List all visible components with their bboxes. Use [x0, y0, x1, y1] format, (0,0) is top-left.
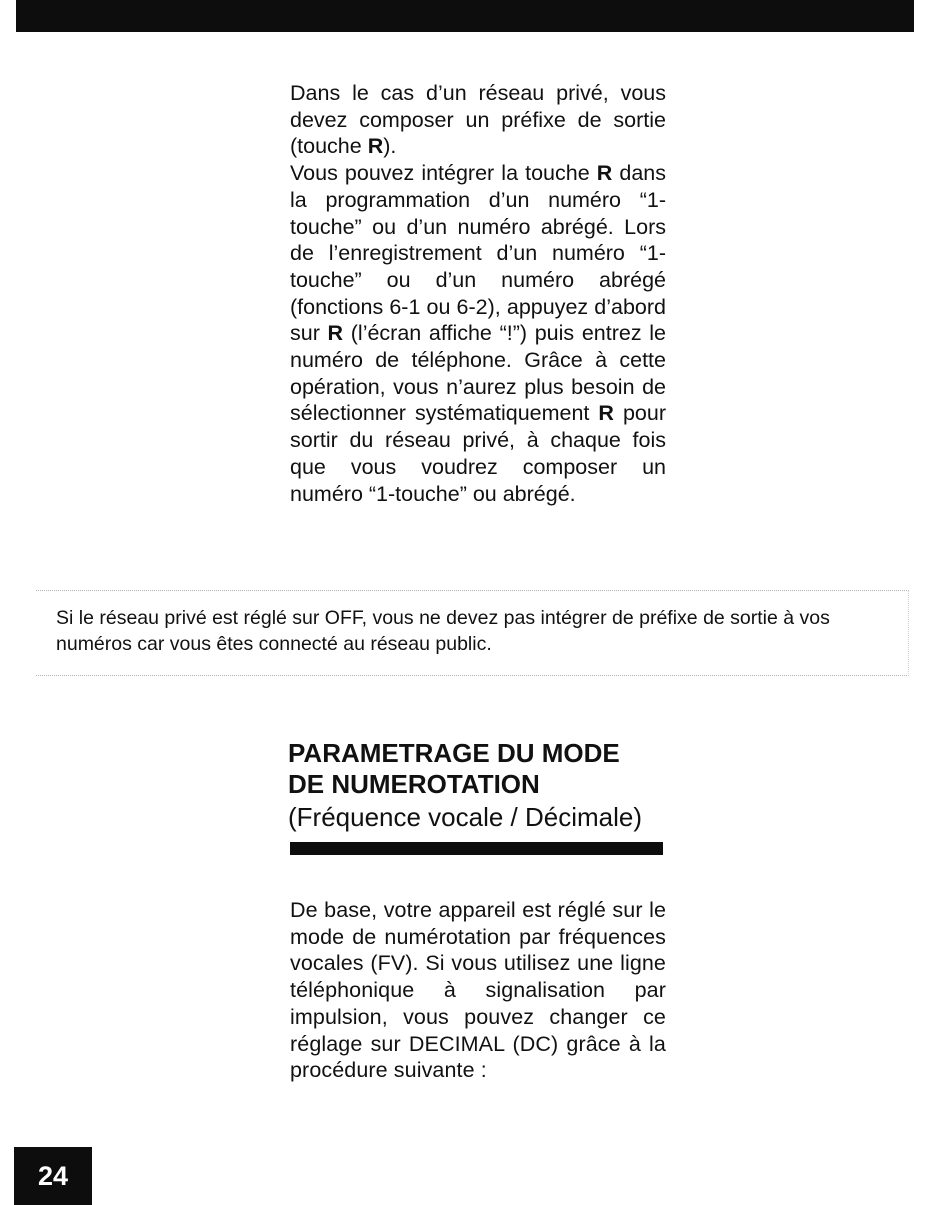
intro-paragraph-2: [290, 160, 666, 507]
title-underline-bar: [290, 842, 663, 855]
intro-paragraph-1: [290, 80, 666, 160]
intro-p2-text-b: dans la programmation d’un numéro “1-touche” ou d’un numéro abrégé. Lors de l’enregistrement d’un numéro “1-touche” ou d’un numéro abrégé (fonctions 6-1 ou 6-2), appuyez d’abord sur: [290, 161, 666, 346]
intro-p2-text-c: (l’écran affiche “!”) puis entrez le numéro de téléphone. Grâce à cette opération, vous n’aurez plus besoin de sélectionner systématiquement: [290, 321, 666, 426]
page-number-badge: [14, 1147, 92, 1205]
section-title: [288, 738, 708, 800]
intro-p2-text-d: pour sortir du réseau privé, à chaque fois que vous voudrez composer un numéro “1-touche” ou abrégé.: [290, 401, 666, 506]
intro-p1-end: ).: [383, 134, 397, 159]
r-key-label: R: [598, 401, 614, 426]
intro-p2-text-a: Vous pouvez intégrer la touche: [290, 161, 597, 186]
intro-p1-text: Dans le cas d’un réseau privé, vous devez composer un préfixe de sortie (touche: [290, 81, 666, 159]
r-key-label: R: [367, 134, 384, 159]
section-body: [290, 897, 666, 1084]
r-key-label: R: [596, 161, 613, 186]
section-title-line-2: DE NUMEROTATION: [288, 769, 540, 799]
r-key-label: R: [327, 321, 344, 346]
section-title-line-1: PARAMETRAGE DU MODE: [288, 738, 620, 768]
section-body-paragraph: De base, votre appareil est réglé sur le mode de numérotation par fréquences vocales (FV). Si vous utilisez une ligne téléphonique à signalisation par impulsion, vous pouvez changer ce réglage sur DECIMAL (DC) grâce à la procédure suivante :: [290, 898, 666, 1083]
section-subtitle: (Fréquence vocale / Décimale): [288, 802, 643, 832]
page-number: 24: [37, 1160, 69, 1191]
header-bar: [16, 0, 914, 32]
intro-text: [290, 80, 666, 507]
note-text: Si le réseau privé est réglé sur OFF, vous ne devez pas intégrer de préfixe de sortie à vos numéros car vous êtes connecté au réseau public.: [56, 607, 830, 655]
